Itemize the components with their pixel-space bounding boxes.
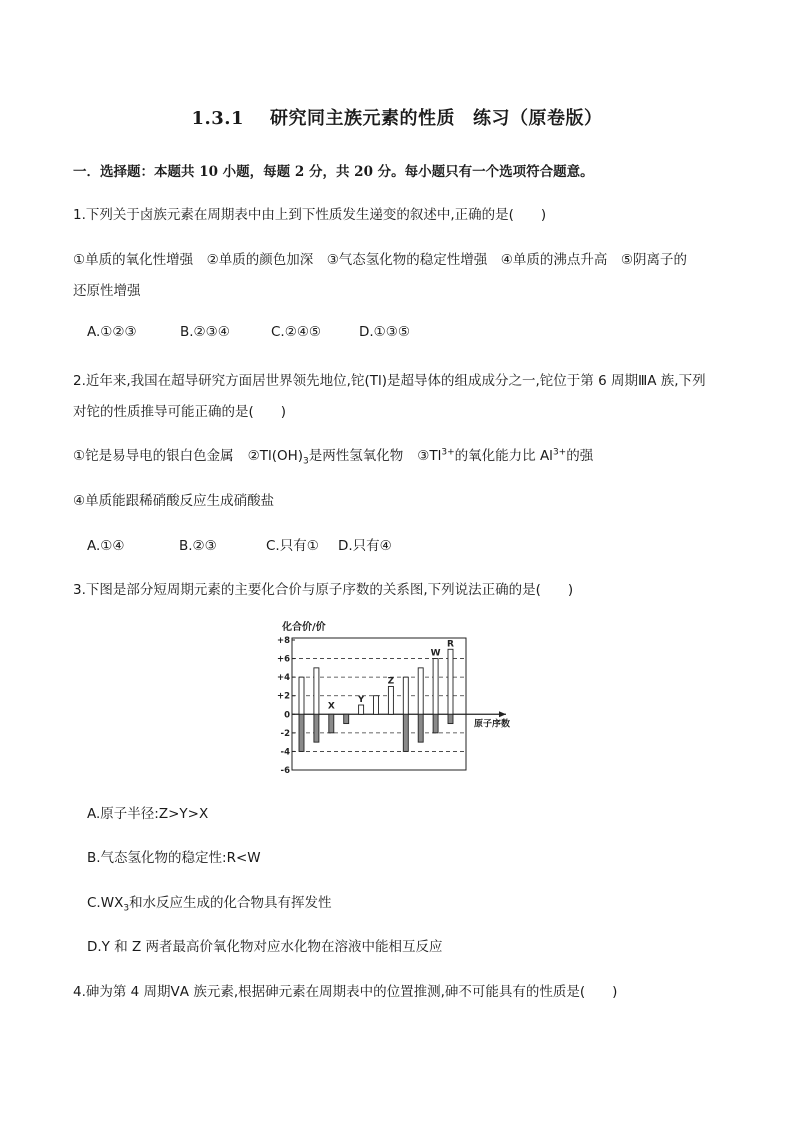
- x-axis-arrow: [499, 711, 506, 717]
- question-2-items: [73, 444, 593, 467]
- page-title: 1.3.1 研究同主族元素的性质 练习（原卷版）: [191, 108, 603, 129]
- option-c[interactable]: C.只有①: [266, 538, 319, 554]
- question-2-item-4: ④单质能跟稀硝酸反应生成硝酸盐: [73, 493, 275, 509]
- q2-item-3: $③Tl^{3+}$的氧化能力比 $Al^{3+}$的强: [417, 447, 594, 464]
- option-a[interactable]: A.①②③: [87, 324, 137, 340]
- bar: [329, 714, 334, 733]
- bar: [314, 714, 319, 742]
- question-1-options: [87, 324, 410, 340]
- question-3-option-b[interactable]: B.气态氢化物的稳定性:R<W: [87, 850, 261, 866]
- y-tick-label: -4: [280, 747, 290, 758]
- y-tick-label: 0: [284, 710, 290, 721]
- bar: [344, 714, 349, 723]
- y-tick-label: +6: [276, 654, 290, 665]
- question-3-stem: 3.下图是部分短周期元素的主要化合价与原子序数的关系图,下列说法正确的是( ): [73, 582, 574, 598]
- option-c[interactable]: C.②④⑤: [271, 324, 322, 340]
- bar: [418, 668, 423, 714]
- option-d[interactable]: D.①③⑤: [359, 324, 410, 340]
- bar-label: Y: [357, 695, 365, 705]
- y-tick-label: -6: [280, 766, 290, 776]
- question-4-stem: 4.砷为第 4 周期ⅤA 族元素,根据砷元素在周期表中的位置推测,砷不可能具有的性质是( ): [73, 984, 618, 1000]
- y-tick-label: +8: [276, 636, 290, 646]
- bar: [433, 659, 438, 715]
- bar-label: W: [430, 648, 441, 659]
- section-heading: 一．选择题：本题共 10 小题，每题 2 分，共 20 分。每小题只有一个选项符合题意。: [73, 164, 594, 180]
- bar: [418, 714, 423, 742]
- option-b[interactable]: B.②③④: [180, 324, 230, 340]
- valence-chart: [270, 618, 520, 778]
- question-3-option-c[interactable]: $C.WX_3$和水反应生成的化合物具有挥发性: [87, 895, 332, 914]
- question-3-option-d[interactable]: D.Y 和 Z 两者最高价氧化物对应水化物在溶液中能相互反应: [87, 939, 443, 955]
- option-b[interactable]: B.②③: [179, 538, 217, 554]
- bar: [403, 677, 408, 714]
- bar: [299, 677, 304, 714]
- question-2-stem-line2: 对铊的性质推导可能正确的是( ): [73, 404, 287, 420]
- bar: [314, 668, 319, 714]
- bar-label: Z: [387, 676, 395, 687]
- question-2-options: [87, 534, 392, 554]
- bar: [403, 714, 408, 751]
- bar: [299, 714, 304, 751]
- bar: [359, 705, 364, 714]
- bar: [374, 696, 379, 715]
- question-2-stem-line1: 2.近年来,我国在超导研究方面居世界领先地位,铊(Tl)是超导体的组成成分之一,铊位于第 6 周期ⅢA 族,下列: [73, 373, 706, 389]
- y-tick-label: +2: [276, 691, 290, 702]
- q2-item-2: $②Tl(OH)_3$是两性氢氧化物: [247, 448, 404, 467]
- bar: [448, 714, 453, 723]
- x-axis-label: 原子序数: [474, 719, 511, 730]
- bar: [433, 714, 438, 733]
- option-a[interactable]: A.①④: [87, 538, 125, 554]
- bar: [388, 686, 393, 714]
- y-axis-label: 化合价/价: [282, 622, 326, 633]
- bar-label: X: [327, 701, 335, 712]
- question-1-items-line2: 还原性增强: [73, 283, 141, 299]
- y-tick-label: -2: [280, 728, 290, 739]
- bar: [448, 649, 453, 714]
- q2-item-1: ①铊是易导电的银白色金属: [73, 448, 234, 464]
- bar-label: R: [447, 639, 454, 650]
- option-d[interactable]: D.只有④: [338, 538, 392, 554]
- question-1-items-line1: ①单质的氧化性增强 ②单质的颜色加深 ③气态氢化物的稳定性增强 ④单质的沸点升高 ⑤阴离子的: [73, 252, 688, 268]
- question-1-stem: 1.下列关于卤族元素在周期表中由上到下性质发生递变的叙述中,正确的是( ): [73, 207, 547, 223]
- y-tick-label: +4: [276, 673, 290, 684]
- question-3-option-a[interactable]: A.原子半径:Z>Y>X: [87, 806, 209, 822]
